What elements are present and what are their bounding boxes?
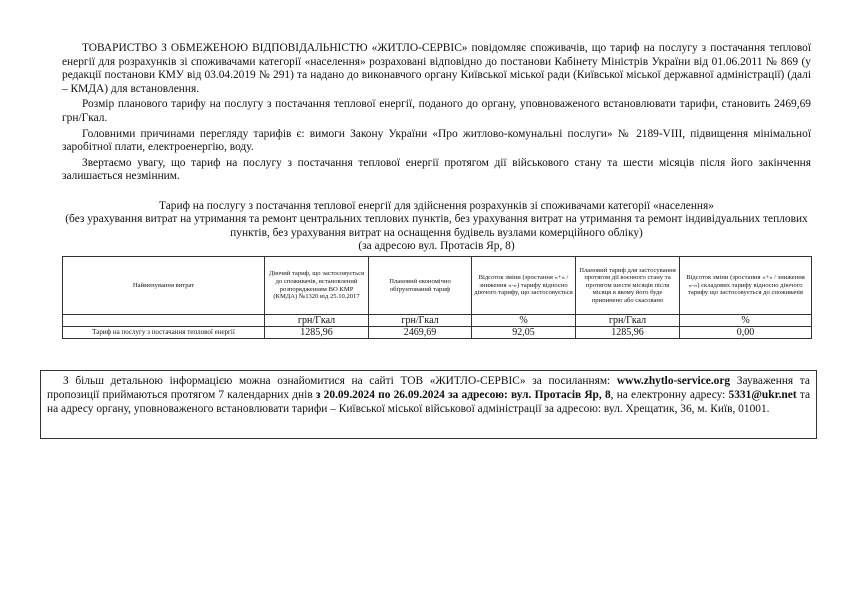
row-label: Тариф на послугу з постачання теплової енергії <box>63 327 265 339</box>
tariff-address: (за адресою вул. Протасів Яр, 8) <box>358 240 515 253</box>
value-cell: 0,00 <box>680 327 812 339</box>
notice-text: Зауваження та пропозиції приймаються протягом 7 календарних днів <box>47 375 810 401</box>
unit-cell: % <box>680 315 812 327</box>
notice-text: та на адресу органу, уповноваженого встановлювати тарифи – Київської міської військової адміністрації за адресою: вул. Хрещатик, 36, м. Київ, 01001. <box>47 388 810 415</box>
unit-cell <box>63 315 265 327</box>
header-cell: Плановий економічно обґрунтований тариф <box>369 257 472 315</box>
tariff-table <box>62 256 812 339</box>
header-cell: Найменування витрат <box>63 257 265 315</box>
value-cell: 1285,96 <box>265 327 369 339</box>
email-link[interactable]: 5331@ukr.net <box>728 388 797 401</box>
header-cell: Відсоток зміни (зростання «+» / зниження «-») складових тарифу відносно діючого тарифу що застосовується до споживачів <box>680 257 812 315</box>
table-header-row <box>63 257 812 315</box>
unit-cell: грн/Гкал <box>265 315 369 327</box>
header-cell: Плановий тариф для застосування протягом дії воєнного стану та протягом шести місяців після місяця в якому його буде припинено або скасовано <box>576 257 680 315</box>
value-cell: 92,05 <box>472 327 576 339</box>
value-cell: 2469,69 <box>369 327 472 339</box>
website-link[interactable]: www.zhytlo-service.org <box>616 375 731 387</box>
header-cell: Відсоток зміни (зростання «+» / зниження «-») тарифу відносно діючого тарифу, що застосовується <box>472 257 576 315</box>
dates-address: з 20.09.2024 по 26.09.2024 за адресою: вул. Протасів Яр, 8 <box>315 388 611 401</box>
unit-cell: грн/Гкал <box>576 315 680 327</box>
notice-text: , на електронну адресу: <box>610 388 729 401</box>
notice-box <box>40 370 817 439</box>
notice-paragraph <box>47 375 810 416</box>
intro-paragraph-2: Розмір планового тарифу на послугу з постачання теплової енергії, поданого до органу, уповноваженого встановлювати тарифи, становить 2469,69 грн/Гкал. <box>62 98 811 124</box>
intro-paragraph-1: ТОВАРИСТВО З ОБМЕЖЕНОЮ ВІДПОВІДАЛЬНІСТЮ «ЖИТЛО-СЕРВІС» повідомляє споживачів, що тариф на послугу з постачання теплової енергії для розрахунків зі споживачами категорії «населення» розраховані відповідно до постанови Кабінету Міністрів України від 01.06.2011 № 869 (у редакції постанови КМУ від 03.04.2019 № 291) та надано до виконавчого органу Київської міської ради (Київської міської державної адміністрації) (далі – КМДА) для встановлення. <box>62 42 811 95</box>
intro-paragraph-4: Звертаємо увагу, що тариф на послугу з постачання теплової енергії протягом дії військового стану та шести місяців після його закінчення залишається незмінним. <box>62 156 811 183</box>
unit-cell: % <box>472 315 576 327</box>
table-row <box>63 327 812 339</box>
unit-cell: грн/Гкал <box>369 315 472 327</box>
tariff-heading <box>62 200 811 254</box>
intro-section <box>62 42 811 186</box>
notice-text: З більш детальною інформацією можна ознайомитися на сайті ТОВ «ЖИТЛО-СЕРВІС» за посиланням: <box>63 375 617 387</box>
table-units-row <box>63 315 812 327</box>
tariff-title: Тариф на послугу з постачання теплової енергії для здійснення розрахунків зі споживачами категорії «населення» <box>159 200 714 212</box>
value-cell: 1285,96 <box>576 327 680 339</box>
intro-paragraph-3: Головними причинами перегляду тарифів є: вимоги Закону України «Про житлово-комунальні послуги» № 2189-VIII, підвищення мінімальної заробітної плати, електроенергію, воду. <box>62 127 811 154</box>
header-cell: Діючий тариф, що застосовується до споживачів, встановлений розпорядженням ВО КМР (КМДА) №1320 від 25.10.2017 <box>265 257 369 315</box>
tariff-subtitle: (без урахування витрат на утримання та ремонт центральних теплових пунктів, без урахування витрат на утримання та ремонт індивідуальних теплових пунктів, без урахування витрат на оснащення будівель вузлами комерційного обліку) <box>65 213 808 239</box>
